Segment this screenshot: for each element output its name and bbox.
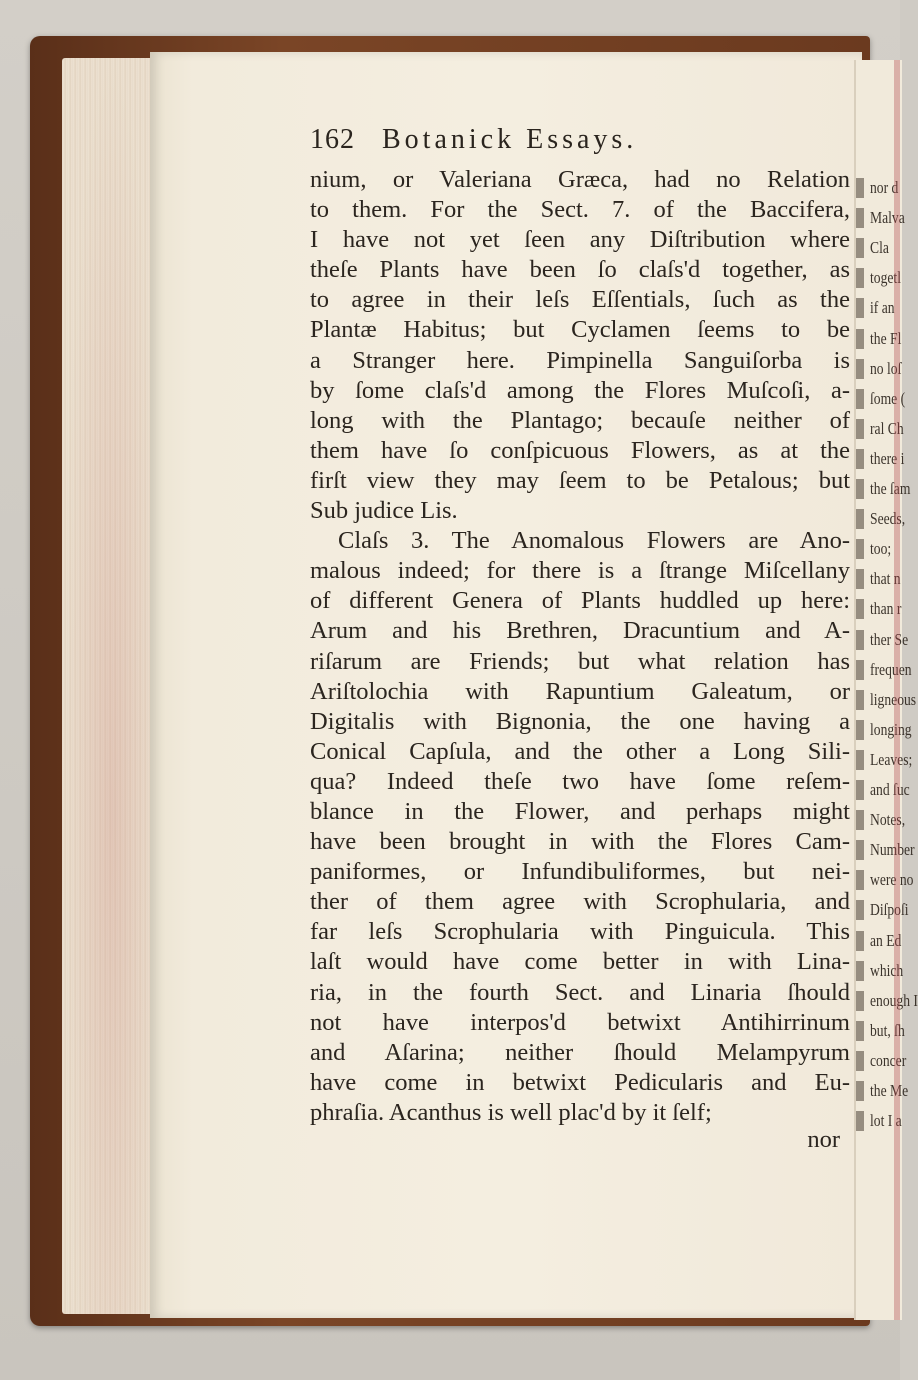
text-line: long with the Plantago; becauſe neither of (310, 406, 850, 434)
facing-page-fragment: there i (870, 448, 905, 468)
facing-page-fragment: concer (870, 1050, 907, 1070)
text-line: malous indeed; for there is a ſtrange Miſcellany (310, 557, 850, 585)
text-line: I have not yet ſeen any Diſtribution where (310, 226, 850, 254)
facing-page-glyph-stripe (856, 329, 864, 349)
facing-page-glyph-stripe (856, 359, 864, 379)
catchword: nor (807, 1126, 840, 1153)
facing-page-glyph-stripe (856, 931, 864, 951)
facing-page-glyph-stripe (856, 238, 864, 258)
facing-page-fragment: Seeds, (870, 509, 906, 529)
text-line: ria, in the fourth Sect. and Linaria ſhould (310, 978, 850, 1006)
text-line: qua? Indeed theſe two have ſome reſem- (310, 767, 850, 795)
facing-page-glyph-stripe (856, 720, 864, 740)
text-line: blance in the Flower, and perhaps might (310, 797, 850, 825)
text-line: firſt view they may ſeem to be Petalous; but (310, 466, 850, 494)
facing-page-glyph-stripe (856, 569, 864, 589)
facing-page-glyph-stripe (856, 1021, 864, 1041)
facing-page-glyph-stripe (856, 419, 864, 439)
text-line: laſt would have come better in with Lina- (310, 948, 850, 976)
facing-page-fragment: were no (870, 870, 914, 890)
body-text (310, 165, 850, 1128)
facing-page-glyph-stripe (856, 208, 864, 228)
facing-page-fragment: and ſuc (870, 780, 910, 799)
facing-page-glyph-stripe (856, 479, 864, 499)
facing-page-fragment: Number (870, 840, 915, 860)
running-title: Botanick Essays. (382, 124, 638, 155)
text-line: to them. For the Sect. 7. of the Baccifera, (310, 196, 850, 224)
facing-page-glyph-stripe (856, 268, 864, 288)
facing-page-glyph-stripe (856, 991, 864, 1011)
text-line: nium, or Valeriana Græca, had no Relation (310, 166, 850, 193)
facing-page-fragment: ſome ( (870, 388, 906, 408)
facing-page-glyph-stripe (856, 599, 864, 619)
facing-page-glyph-stripe (856, 750, 864, 770)
text-line: have been brought in with the Flores Cam- (310, 828, 850, 856)
text-line: phraſia. Acanthus is well plac'd by it ſelf; (310, 1098, 712, 1126)
facing-page-fragment: the ſam (870, 479, 911, 498)
facing-page-glyph-stripe (856, 509, 864, 529)
facing-page-fragment: Notes, (870, 810, 906, 830)
facing-page-fragment: ligneous (870, 689, 917, 709)
text-line: far leſs Scrophularia with Pinguicula. This (310, 918, 850, 946)
facing-page-fragment: ral Ch (870, 418, 904, 438)
facing-page-fragment: the Fl (870, 328, 902, 348)
text-line: Arum and his Brethren, Dracuntium and A- (310, 617, 850, 645)
text-line: riſarum are Friends; but what relation has (310, 647, 850, 675)
text-line: a Stranger here. Pimpinella Sanguiſorba is (310, 346, 850, 374)
text-line: of different Genera of Plants huddled up here: (310, 587, 850, 615)
facing-page-fragment: if an (870, 298, 895, 318)
running-header (310, 124, 830, 160)
facing-page-glyph-stripe (856, 690, 864, 710)
facing-page-glyph-stripe (856, 1111, 864, 1131)
facing-page-glyph-stripe (856, 1051, 864, 1071)
facing-page-fragment: Malva (870, 208, 905, 228)
page-number: 162 (310, 124, 355, 155)
facing-page-glyph-stripe (856, 1081, 864, 1101)
facing-page-fragment: Leaves; (870, 749, 913, 769)
facing-page-fragment: no loſ (870, 358, 902, 378)
text-line: Sub judice Lis. (310, 497, 458, 525)
page-edges (62, 58, 162, 1314)
facing-page-fragment: Cla (870, 238, 889, 258)
text-line: paniformes, or Infundibuliformes, but nei- (310, 858, 850, 886)
red-ribbon-edge (894, 60, 900, 1320)
text-line: Conical Capſula, and the other a Long Sili- (310, 737, 850, 765)
facing-page-glyph-stripe (856, 389, 864, 409)
facing-page-glyph-stripe (856, 539, 864, 559)
facing-page-fragment: ther Se (870, 629, 909, 649)
facing-page-fragment: Diſpoſi (870, 900, 909, 920)
facing-page-glyph-stripe (856, 298, 864, 318)
facing-page-glyph-stripe (856, 780, 864, 800)
text-line: ther of them agree with Scrophularia, and (310, 888, 850, 916)
facing-page-fragment: the Me (870, 1081, 909, 1100)
facing-page-glyph-stripe (856, 660, 864, 680)
facing-page-fragment: frequen (870, 659, 912, 679)
facing-page-glyph-stripe (856, 961, 864, 981)
facing-page-glyph-stripe (856, 630, 864, 650)
facing-page-glyph-stripe (856, 449, 864, 469)
text-line: Claſs 3. The Anomalous Flowers are Ano- (338, 527, 850, 555)
facing-page-glyph-stripe (856, 900, 864, 920)
facing-page-fragment: an Ed (870, 930, 902, 950)
text-line: to agree in their leſs Eſſentials, ſuch as the (310, 286, 850, 314)
facing-page-fragment: that n (870, 569, 901, 589)
text-line: Ariſtolochia with Rapuntium Galeatum, or (310, 677, 850, 705)
facing-page-fragment: lot I a (870, 1111, 902, 1131)
facing-page-fragment: too; (870, 539, 892, 559)
text-line: theſe Plants have been ſo claſs'd together, as (310, 256, 850, 284)
facing-page-glyph-stripe (856, 178, 864, 198)
text-line: not have interpos'd betwixt Antihirrinum (310, 1008, 850, 1036)
text-line: Digitalis with Bignonia, the one having a (310, 707, 850, 735)
facing-page-glyph-stripe (856, 840, 864, 860)
facing-page-glyph-stripe (856, 870, 864, 890)
text-line: and Aſarina; neither ſhould Melampyrum (310, 1038, 850, 1066)
facing-page-glyph-stripe (856, 810, 864, 830)
facing-page-fragment: enough I (870, 990, 918, 1010)
facing-page-fragment: which (870, 960, 904, 980)
text-line: Plantæ Habitus; but Cyclamen ſeems to be (310, 316, 850, 344)
text-line: have come in betwixt Pedicularis and Eu- (310, 1068, 850, 1096)
text-line: them have ſo conſpicuous Flowers, as at the (310, 436, 850, 464)
facing-page-fragment: togetl (870, 268, 901, 288)
facing-page-fragment: but, ſh (870, 1020, 905, 1040)
facing-page-fragment: longing (870, 719, 912, 739)
facing-page-fragment: nor d (870, 178, 899, 197)
text-line: by ſome claſs'd among the Flores Muſcoſi, a- (310, 376, 850, 404)
facing-page-fragment: than r (870, 599, 902, 619)
